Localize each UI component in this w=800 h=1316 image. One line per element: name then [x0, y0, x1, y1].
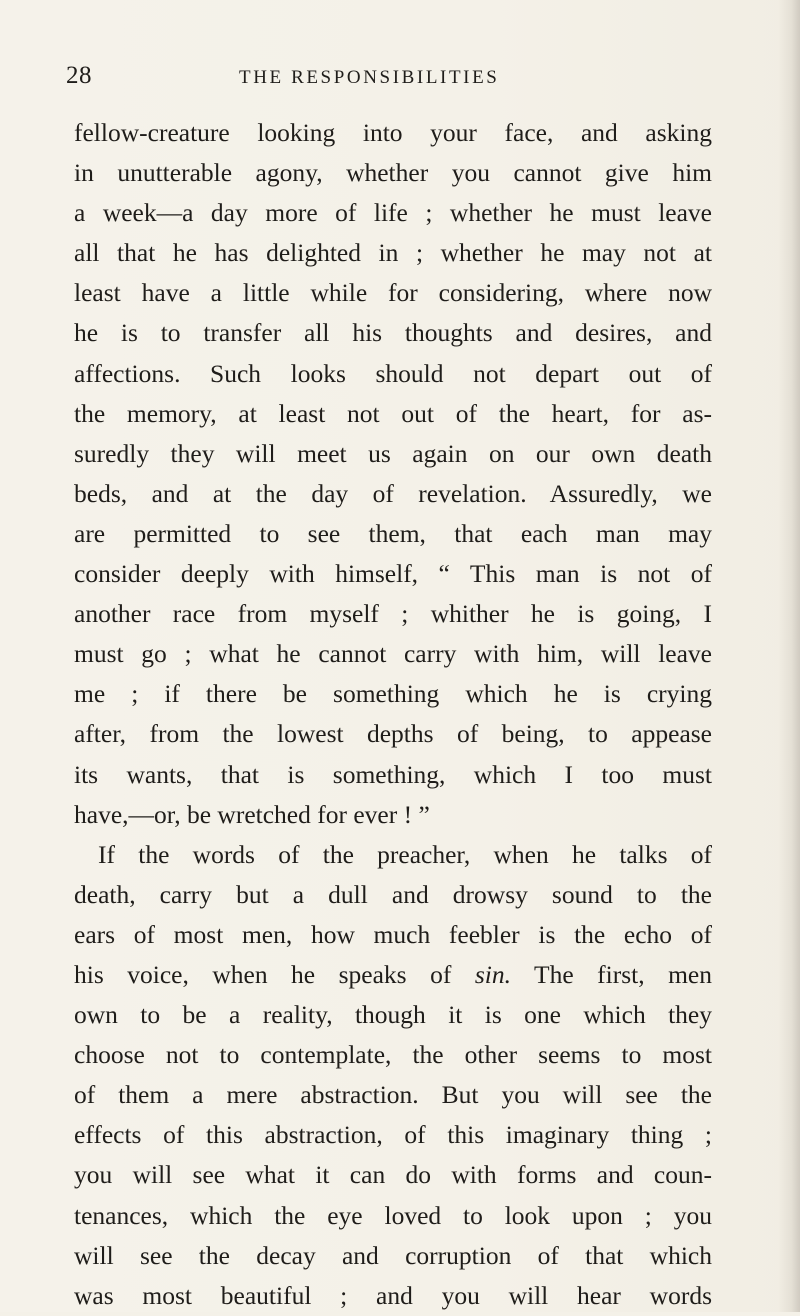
text-line: suredly they will meet us again on our own death	[74, 438, 712, 468]
text-line: least have a little while for considering, where now	[74, 278, 712, 308]
text-segment: his voice, when he speaks of	[74, 959, 452, 989]
text-line: death, carry but a dull and drowsy sound to the	[74, 879, 712, 909]
text-line: have,—or, be wretched for ever ! ”	[74, 799, 430, 829]
page-number: 28	[66, 62, 92, 89]
text-line: of them a mere abstraction. But you will see the	[74, 1080, 712, 1110]
body-text	[74, 113, 712, 1316]
italic-word: sin.	[474, 959, 511, 989]
text-line: ears of most men, how much feebler is the echo of	[74, 919, 712, 949]
text-line: are permitted to see them, that each man may	[74, 518, 712, 548]
text-line: after, from the lowest depths of being, to appease	[74, 719, 712, 749]
text-segment: The first, men	[534, 959, 712, 989]
text-line: effects of this abstraction, of this imaginary thing ;	[74, 1120, 712, 1150]
text-line: choose not to contemplate, the other seems to most	[74, 1040, 712, 1070]
text-line: tenances, which the eye loved to look upon ; you	[74, 1200, 712, 1230]
text-line: If the words of the preacher, when he talks of	[98, 839, 712, 869]
text-line: me ; if there be something which he is crying	[74, 679, 712, 709]
text-line: all that he has delighted in ; whether he may not at	[74, 238, 712, 268]
text-line: a week—a day more of life ; whether he must leave	[74, 198, 712, 228]
text-line: beds, and at the day of revelation. Assuredly, we	[74, 478, 712, 508]
text-line: its wants, that is something, which I too must	[74, 759, 712, 789]
running-head-title: THE RESPONSIBILITIES	[239, 67, 500, 88]
running-head	[66, 58, 736, 94]
text-line: the memory, at least not out of the heart, for as-	[74, 398, 712, 428]
text-line: consider deeply with himself, “ This man is not of	[74, 559, 712, 589]
text-line-with-italic	[74, 955, 712, 995]
text-line: he is to transfer all his thoughts and desires, and	[74, 318, 712, 348]
text-line: will see the decay and corruption of that which	[74, 1240, 712, 1270]
text-line: must go ; what he cannot carry with him, will leave	[74, 639, 712, 669]
text-line: was most beautiful ; and you will hear words	[74, 1280, 712, 1310]
text-line: fellow-creature looking into your face, and asking	[74, 118, 712, 147]
text-line: you will see what it can do with forms and coun-	[74, 1160, 712, 1190]
text-line: another race from myself ; whither he is going, I	[74, 599, 712, 629]
text-line: in unutterable agony, whether you cannot give him	[74, 158, 712, 188]
page-edge-shadow	[778, 0, 800, 1312]
text-line: own to be a reality, though it is one which they	[74, 1000, 712, 1030]
text-line: affections. Such looks should not depart out of	[74, 358, 712, 388]
